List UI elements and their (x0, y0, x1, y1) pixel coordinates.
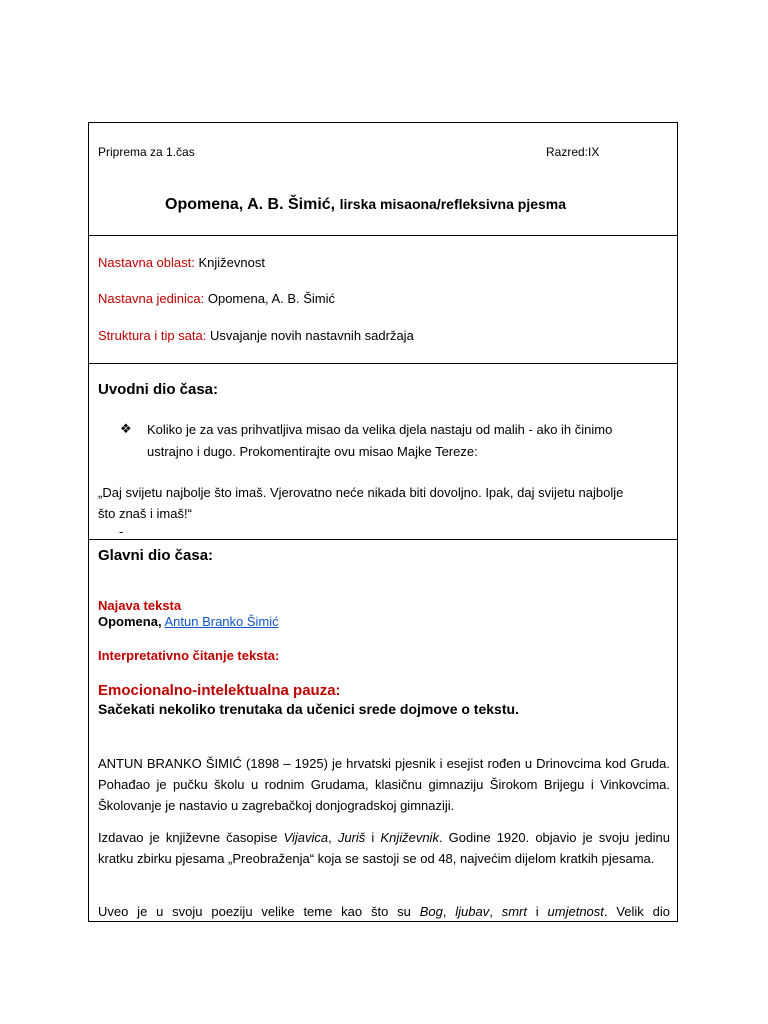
opomena-row (98, 614, 279, 629)
title-sub: lirska misaona/refleksivna pjesma (339, 196, 567, 212)
intro-heading: Uvodni dio časa: (98, 381, 219, 398)
bio-paragraph-2: Izdavao je književne časopise Vijavica, Juriš i Književnik. Godine 1920. objavio je svoju jedinu kratku zbirku pjesama „Preobraženja“ koja se sastoji se od 48, najvećim dijelom kratkih pjesama. (98, 830, 670, 866)
intro-question-line1: Koliko je za vas prihvatljiva misao da velika djela nastaju od malih - ako ih činimo (147, 422, 613, 437)
bio-paragraph-3: Uveo je u svoju poeziju velike teme kao što su Bog, ljubav, smrt i umjetnost. Velik dio (98, 904, 670, 919)
bio-paragraph-1: ANTUN BRANKO ŠIMIĆ (1898 – 1925) je hrvatski pjesnik i esejist rođen u Drinovcima kod Gruda. Pohađao je pučku školu u rodnim Grudama, klasičnu gimnaziju Širokom Brijegu i Vinkovcima. Školovanje je nastavio u zagrebačkoj donjogradskoj gimnaziji. (98, 756, 670, 813)
main-section (89, 539, 677, 922)
quote-line2: što znaš i imaš!“ (98, 506, 192, 521)
quote-line1: „Daj svijetu najbolje što imaš. Vjerovatno neće nikada biti dovoljno. Ipak, daj svijetu najbolje (98, 485, 624, 500)
pause-description: Sačekati nekoliko trenutaka da učenici srede dojmove o tekstu. (98, 701, 519, 717)
title-main: Opomena, A. B. Šimić, (165, 196, 336, 213)
interp-label: Interpretativno čitanje teksta: (98, 648, 280, 663)
type-row (98, 328, 414, 343)
unit-row (98, 291, 335, 306)
unit-label: Nastavna jedinica: (98, 291, 205, 306)
header-section (89, 123, 677, 235)
intro-section (89, 363, 677, 540)
opomena-label: Opomena, (98, 614, 162, 629)
diamond-bullet-icon: ❖ (120, 421, 132, 436)
main-heading: Glavni dio časa: (98, 547, 214, 564)
unit-value: Opomena, A. B. Šimić (207, 291, 336, 306)
author-link[interactable]: Antun Branko Šimić (164, 614, 279, 629)
type-value: Usvajanje novih nastavnih sadržaja (210, 328, 414, 343)
meta-section (89, 235, 677, 364)
prep-label: Priprema za 1.čas (98, 145, 195, 159)
intro-question-line2: ustrajno i dugo. Prokomentirajte ovu misao Majke Tereze: (147, 444, 478, 459)
area-label: Nastavna oblast: (98, 255, 195, 270)
grade-label: Razred:IX (546, 145, 600, 159)
type-label: Struktura i tip sata: (98, 328, 207, 343)
page-title (165, 196, 566, 214)
dash-marker: - (119, 524, 124, 539)
area-value: Književnost (198, 255, 265, 270)
area-row (98, 255, 265, 270)
najava-label: Najava teksta (98, 598, 182, 613)
lesson-plan-table (88, 122, 678, 922)
pause-label: Emocionalno-intelektualna pauza: (98, 682, 341, 699)
